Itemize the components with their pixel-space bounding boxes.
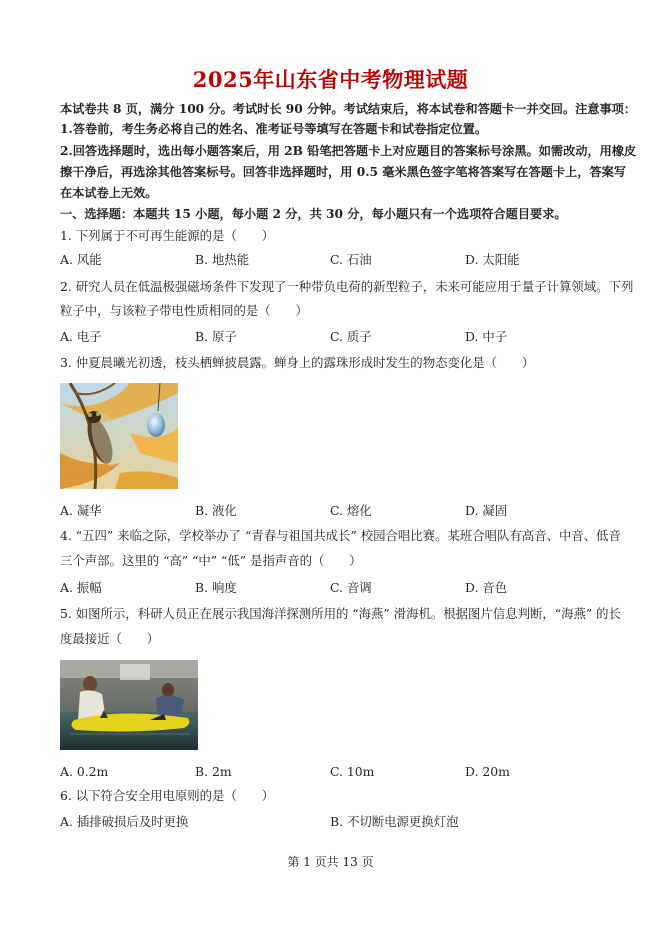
q6-option-b: B. 不切断电源更换灯泡	[330, 814, 459, 829]
q5-option-b: B. 2m	[195, 764, 232, 779]
page-footer: 第 1 页共 13 页	[287, 855, 374, 869]
cicada-dew-photo	[60, 383, 178, 489]
question-5-stem: 5. 如图所示，科研人员正在展示我国海洋探测所用的 “海燕” 滑海机。根据图片信息判断，“海燕” 的长	[60, 606, 621, 621]
exam-title: 2025年山东省中考物理试题	[192, 67, 469, 92]
q6-option-a: A. 插排破损后及时更换	[60, 814, 189, 829]
instruction-line: 本试卷共 8 页，满分 100 分。考试时长 90 分钟。考试结束后，将本试卷和答题卡一并交回。注意事项：	[60, 102, 637, 116]
q1-option-d: D. 太阳能	[465, 252, 520, 267]
q3-option-b: B. 液化	[195, 503, 237, 518]
instruction-line: 擦干净后，再选涂其他答案标号。回答非选择题时，用 0.5 毫米黑色签字笔将答案写在答题卡上，答案写	[60, 165, 626, 179]
question-2-stem: 2. 研究人员在低温极强磁场条件下发现了一种带负电荷的新型粒子，未来可能应用于量子计算领域。下列	[60, 279, 634, 294]
q1-option-c: C. 石油	[330, 252, 372, 267]
q4-option-d: D. 音色	[465, 580, 508, 595]
q5-option-c: C. 10m	[330, 764, 375, 779]
q1-option-a: A. 风能	[60, 252, 102, 267]
question-5-stem: 度最接近（ ）	[60, 631, 160, 646]
q1-option-b: B. 地热能	[195, 252, 250, 267]
instruction-line: 在本试卷上无效。	[60, 186, 158, 200]
instruction-line: 2.回答选择题时，选出每小题答案后，用 2B 铅笔把答题卡上对应题目的答案标号涂黑。如需改动，用橡皮	[60, 144, 637, 158]
question-4-stem: 4. “五四” 来临之际，学校举办了 “青春与祖国共成长” 校园合唱比赛。某班合唱队有高音、中音、低音	[60, 528, 621, 543]
question-1-stem: 1. 下列属于不可再生能源的是（ ）	[60, 228, 275, 243]
question-6-stem: 6. 以下符合安全用电原则的是（ ）	[60, 788, 275, 803]
q5-option-a: A. 0.2m	[60, 764, 109, 779]
glider-photo	[60, 660, 198, 750]
q3-option-d: D. 凝固	[465, 503, 508, 518]
question-3-stem: 3. 仲夏晨曦光初透，枝头栖蝉披晨露。蝉身上的露珠形成时发生的物态变化是（ ）	[60, 355, 535, 370]
q4-option-c: C. 音调	[330, 580, 372, 595]
q3-option-c: C. 熔化	[330, 503, 372, 518]
question-2-stem: 粒子中，与该粒子带电性质相同的是（ ）	[60, 303, 308, 318]
q5-option-d: D. 20m	[465, 764, 510, 779]
q4-option-a: A. 振幅	[60, 580, 102, 595]
q2-option-d: D. 中子	[465, 329, 508, 344]
q2-option-c: C. 质子	[330, 329, 372, 344]
q4-option-b: B. 响度	[195, 580, 237, 595]
instruction-line: 1.答卷前，考生务必将自己的姓名、准考证号等填写在答题卡和试卷指定位置。	[60, 122, 488, 136]
section-heading: 一、选择题：本题共 15 小题，每小题 2 分，共 30 分，每小题只有一个选项符合题目要求。	[60, 207, 567, 221]
q3-option-a: A. 凝华	[60, 503, 102, 518]
q2-option-a: A. 电子	[60, 329, 102, 344]
q2-option-b: B. 原子	[195, 329, 237, 344]
question-4-stem: 三个声部。这里的 “高” “中” “低” 是指声音的（ ）	[60, 553, 362, 568]
